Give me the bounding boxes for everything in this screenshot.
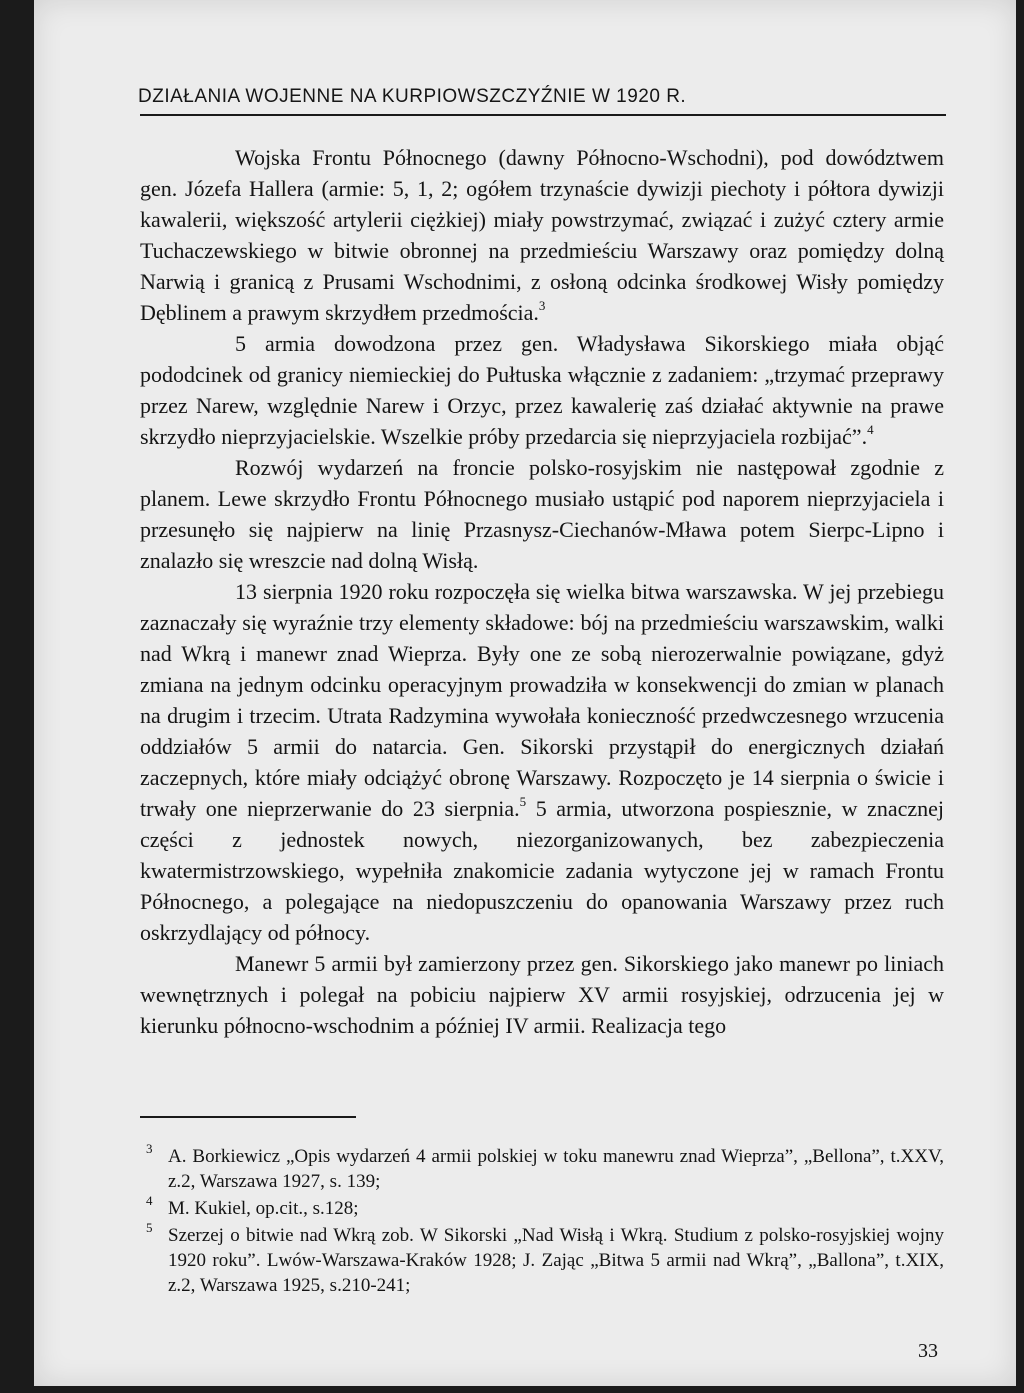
footnote-number: 3 (146, 1141, 153, 1156)
paragraph-1 (140, 142, 944, 328)
footnote-text: M. Kukiel, op.cit., s.128; (168, 1198, 359, 1219)
scanned-page (34, 0, 1016, 1386)
paragraph-text: 5 armia, utworzona pospiesznie, w znacznej części z jednostek nowych, niezorganizowanych, bez zabezpieczenia kwatermistrzowskiego, wypełniła znakomicie zadania wytyczone jej w ramach Frontu Północnego, a polegające na niedopuszczeniu do opanowania Warszawy przez ruch oskrzydlający od północy. (140, 796, 944, 945)
footnote-3 (140, 1141, 944, 1194)
footnote-ref-4: 4 (867, 422, 874, 437)
footnotes (140, 1141, 944, 1300)
paragraph-text: 13 sierpnia 1920 roku rozpoczęła się wielka bitwa warszawska. W jej przebiegu zaznaczały się wyraźnie trzy elementy składowe: bój na przedmieściu warszawskim, walki nad Wkrą i manewr znad Wieprza. Były one ze sobą nierozerwalnie powiązane, gdyż zmiana na jednym odcinku operacyjnym prowadziła w konsekwencji do zmian w planach na drugim i trzecim. Utrata Radzymina wywołała konieczność przedwczesnego wrzucenia oddziałów 5 armii do natarcia. Gen. Sikorski przystąpił do energicznych działań zaczepnych, które miały odciążyć obronę Warszawy. Rozpoczęto je 14 sierpnia o świcie i trwały one nieprzerwanie do 23 sierpnia. (140, 579, 944, 821)
paragraph-text: Wojska Frontu Północnego (dawny Północno-Wschodni), pod dowództwem gen. Józefa Hallera (armie: 5, 1, 2; ogółem trzynaście dywizji piechoty i półtora dywizji kawalerii, większość artylerii ciężkiej) miały powstrzymać, związać i zużyć cztery armie Tuchaczewskiego w bitwie obronnej na przedmieściu Warszawy oraz pomiędzy dolną Narwią i granicą z Prusami Wschodnimi, z osłoną odcinka środkowej Wisły pomiędzy Dęblinem a prawym skrzydłem przedmościa. (140, 145, 944, 325)
running-title: DZIAŁANIA WOJENNE NA KURPIOWSZCZYŹNIE W 1920 R. (138, 86, 687, 107)
paragraph-text: Manewr 5 armii był zamierzony przez gen. Sikorskiego jako manewr po liniach wewnętrznych i polegał na pobiciu najpierw XV armii rosyjskiej, odrzucenia jej w kierunku północno-wschodnim a później IV armii. Realizacja tego (140, 951, 944, 1038)
footnote-5 (140, 1220, 944, 1298)
paragraph-5 (140, 948, 944, 1041)
footnote-ref-3: 3 (538, 298, 546, 313)
footnote-text: Szerzej o bitwie nad Wkrą zob. W Sikorski „Nad Wisłą i Wkrą. Studium z polsko-rosyjskiej wojny 1920 roku”. Lwów-Warszawa-Kraków 1928; J. Zając „Bitwa 5 armii nad Wkrą”, „Ballona”, t.XIX, z.2, Warszawa 1925, s.210-241; (168, 1225, 944, 1296)
paragraph-3 (140, 452, 944, 576)
footnote-number: 5 (146, 1220, 153, 1235)
body-text (140, 142, 944, 1041)
footnote-4 (140, 1193, 944, 1221)
header-rule (140, 114, 946, 116)
paragraph-text: Rozwój wydarzeń na froncie polsko-rosyjskim nie następował zgodnie z planem. Lewe skrzydło Frontu Północnego musiało ustąpić pod naporem nieprzyjaciela i przesunęło się najpierw na linię Przasnysz-Ciechanów-Mława potem Sierpc-Lipno i znalazło się wreszcie nad dolną Wisłą. (140, 455, 944, 573)
paragraph-2 (140, 328, 944, 452)
paragraph-text: 5 armia dowodzona przez gen. Władysława Sikorskiego miała objąć pododcinek od granicy niemieckiej do Pułtuska włącznie z zadaniem: „trzymać przeprawy przez Narew, względnie Narew i Orzyc, przez kawalerię zaś działać aktywnie na prawe skrzydło nieprzyjacielskie. Wszelkie próby przedarcia się nieprzyjaciela rozbijać”. (140, 331, 944, 449)
page-number: 33 (918, 1340, 938, 1362)
paragraph-4 (140, 576, 944, 948)
footnote-rule (140, 1116, 356, 1118)
footnote-text: A. Borkiewicz „Opis wydarzeń 4 armii polskiej w toku manewru znad Wieprza”, „Bellona”, t.XXV, z.2, Warszawa 1927, s. 139; (168, 1146, 944, 1192)
footnote-number: 4 (146, 1193, 153, 1208)
footnote-ref-5: 5 (519, 794, 527, 809)
